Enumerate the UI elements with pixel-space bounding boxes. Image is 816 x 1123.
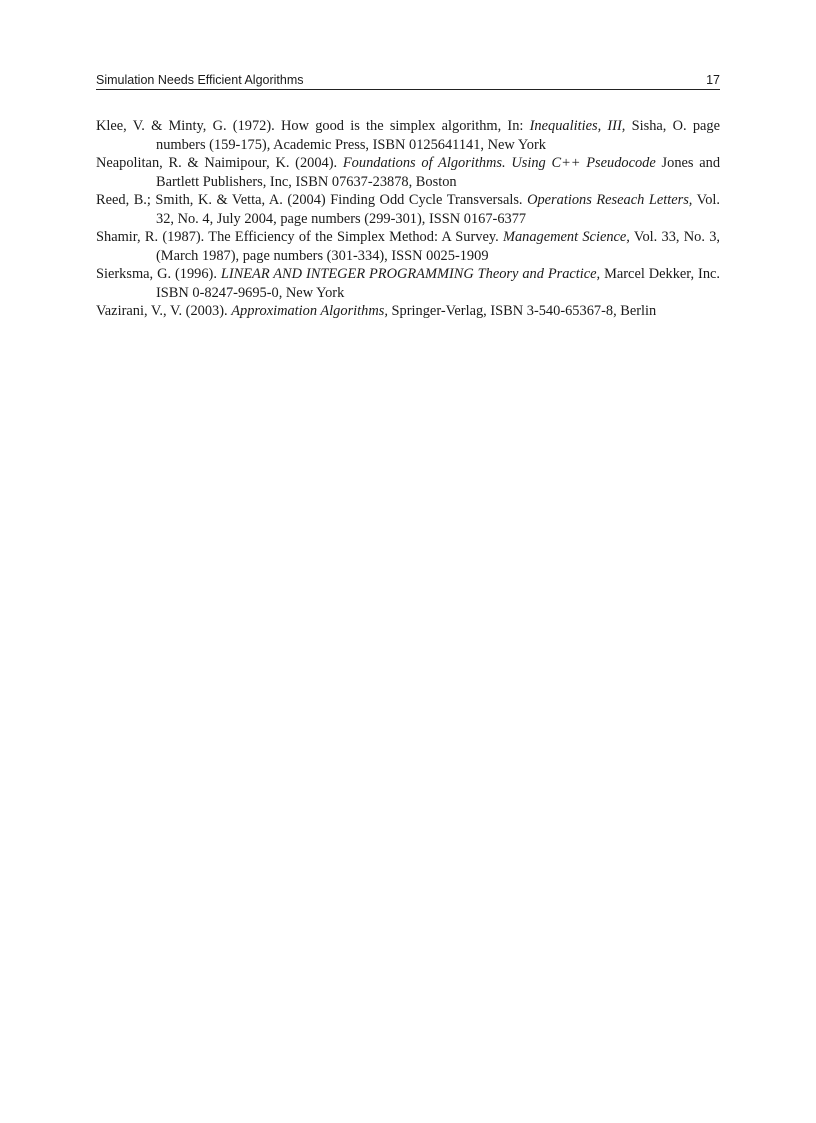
page-number: 17 xyxy=(706,73,720,87)
reference-text: Sisha, O. page numbers (159-175), Academic Press, ISBN 0125641141, New York xyxy=(156,118,720,153)
reference-text: Neapolitan, R. & Naimipour, K. (2004). xyxy=(96,155,343,171)
running-title: Simulation Needs Efficient Algorithms xyxy=(96,73,304,87)
reference-title-italic: LINEAR AND INTEGER PROGRAMMING Theory and Practice, xyxy=(220,266,601,282)
reference-entry xyxy=(96,265,720,302)
reference-title-italic: Foundations of Algorithms. Using C++ Pseudocode xyxy=(342,155,656,171)
reference-entry xyxy=(96,117,720,154)
reference-title-italic: Operations Reseach Letters, xyxy=(527,192,693,208)
reference-text: Reed, B.; Smith, K. & Vetta, A. (2004) Finding Odd Cycle Transversals. xyxy=(96,192,528,208)
reference-title-italic: Approximation Algorithms, xyxy=(231,303,388,319)
reference-text: Shamir, R. (1987). The Efficiency of the Simplex Method: A Survey. xyxy=(96,229,503,245)
reference-entry xyxy=(96,191,720,228)
reference-title-italic: Inequalities, III, xyxy=(529,118,626,134)
reference-text: Springer-Verlag, ISBN 3-540-65367-8, Berlin xyxy=(387,303,657,319)
reference-text: Klee, V. & Minty, G. (1972). How good is the simplex algorithm, In: xyxy=(96,118,530,134)
reference-text: Vol. 33, No. 3, (March 1987), page numbers (301-334), ISSN 0025-1909 xyxy=(156,229,720,264)
reference-text: Vol. 32, No. 4, July 2004, page numbers (299-301), ISSN 0167-6377 xyxy=(156,192,721,227)
reference-text: Sierksma, G. (1996). xyxy=(96,266,221,282)
page-header xyxy=(96,70,720,90)
reference-text: Vazirani, V., V. (2003). xyxy=(96,303,232,319)
reference-text: Marcel Dekker, Inc. ISBN 0-8247-9695-0, New York xyxy=(156,266,720,301)
reference-entry xyxy=(96,228,720,265)
reference-entry xyxy=(96,302,720,321)
reference-list xyxy=(96,117,720,321)
reference-text: Jones and Bartlett Publishers, Inc, ISBN 07637-23878, Boston xyxy=(156,155,721,190)
reference-title-italic: Management Science, xyxy=(502,229,630,245)
reference-entry xyxy=(96,154,720,191)
